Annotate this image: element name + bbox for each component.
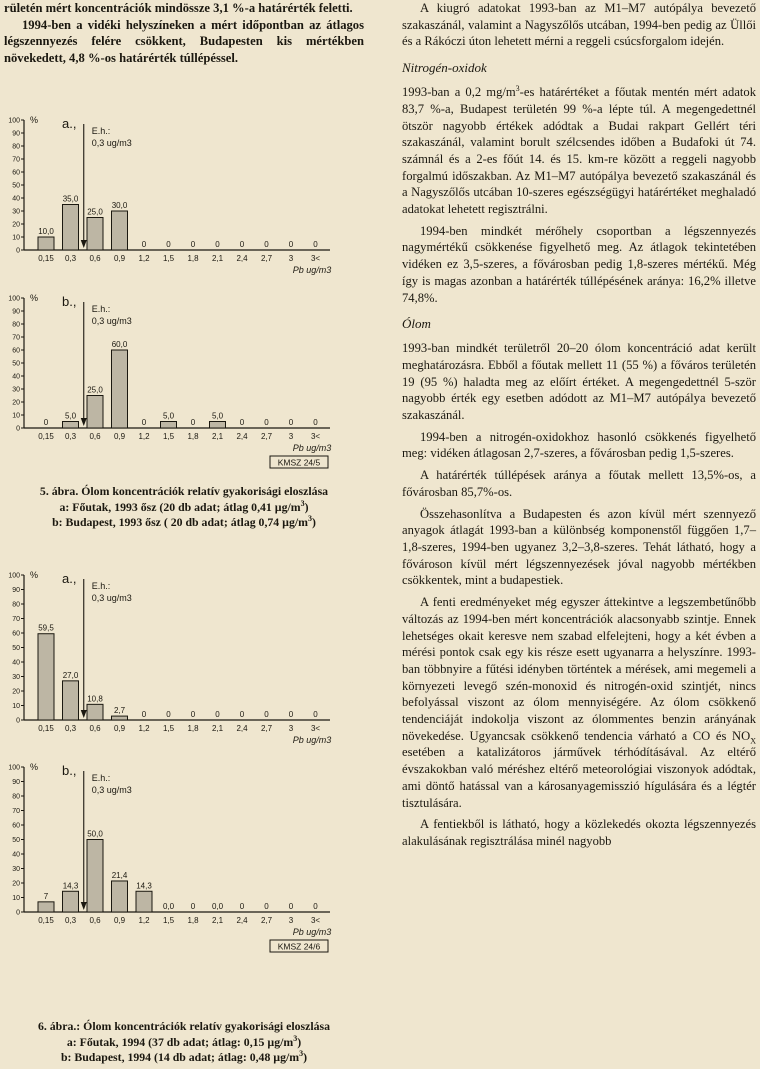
bar <box>38 634 54 720</box>
x-tick-label: 3 <box>288 432 294 441</box>
bar-value-label: 21,4 <box>111 870 128 880</box>
figure-5b-svg <box>4 288 364 478</box>
right-column <box>402 0 756 850</box>
x-tick-label: 1,2 <box>138 432 150 441</box>
right-paragraph-1: A kiugró adatokat 1993-ban az M1–M7 autópálya bevezető szakaszánál, valamint a Nagyszőlős utcában, 1994-ben pedig az Üllői és a Rákóczi úton lehetett mérni a reggeli csúcsforgalom idején. <box>402 1 756 49</box>
bar-value-label: 0 <box>239 710 245 719</box>
bar-value-label: 0 <box>190 240 196 249</box>
limit-arrow-head <box>81 240 87 248</box>
limit-annotation: E.h.: <box>91 126 111 136</box>
y-tick-label: 90 <box>12 308 20 316</box>
y-tick-label: 20 <box>12 880 20 888</box>
bar-value-label: 0 <box>141 710 147 719</box>
bar <box>38 237 54 250</box>
panel-label: b., <box>62 763 77 778</box>
bar-value-label: 0 <box>166 710 171 719</box>
y-tick-label: 90 <box>12 130 20 138</box>
bar <box>136 891 152 912</box>
y-tick-label: 60 <box>12 169 20 177</box>
x-tick-label: 2,4 <box>236 916 248 925</box>
x-tick-label: 2,4 <box>236 724 248 733</box>
bar-value-label: 0 <box>313 418 318 427</box>
y-tick-label: 70 <box>12 616 20 623</box>
right-paragraph-2: 1993-ban a 0,2 $mg/m^3-es$ határértéket a főutak mentén mért adatok 83,7 %-a, Budapest területén 99 %-a lépte túl. A megengedettnél ötször nagyobb értékek adódtak a Budai rakpart Gellért téri szakaszánál, valamint borult szélcsendes időben a Budafoki út 74. számnál és a 2-es főút 14. és 15. km-re között a reggeli nagyobb forgalmú időszakban. Az M1–M7 autópálya bevezető szakaszánál és a Nagyszőlős utcában 10-szeres egészségügyi határértéket meghaladó adatokat lehetett regisztrálni. <box>402 83 757 217</box>
bar <box>112 881 128 912</box>
y-axis-unit: % <box>30 293 39 303</box>
x-tick-label: 1,8 <box>187 432 199 441</box>
bar-value-label: 0,0 <box>211 902 224 911</box>
bar-value-label: 0 <box>288 710 294 719</box>
figure-6-caption <box>4 1019 364 1066</box>
figure-5-caption <box>4 484 364 531</box>
heading-nitrogen-oxides: Nitrogén-oxidok <box>402 60 487 76</box>
bar-value-label: 0 <box>166 240 171 249</box>
y-tick-label: 10 <box>12 234 20 242</box>
bar-value-label: 0 <box>141 240 147 249</box>
figure-5-caption-b: b: Budapest, 1993 ősz ( 20 db adat; átlag 0,74 $\mu g/m^3$) <box>52 514 316 529</box>
bar-value-label: 25,0 <box>87 207 103 217</box>
y-tick-label: 0 <box>16 909 20 917</box>
bar-value-label: 0 <box>313 710 318 719</box>
figure-5-caption-a: a: Főutak, 1993 ősz (20 db adat; átlag 0,41 $\mu g/m^3$) <box>59 498 309 514</box>
y-axis-unit: % <box>30 570 39 580</box>
figure-6b-svg <box>4 757 364 1017</box>
x-tick-label: 0,15 <box>38 916 54 925</box>
bar-value-label: 14,3 <box>136 881 152 891</box>
figure-stamp: KMSZ 24/6 <box>277 941 321 952</box>
figure-5-caption-title: 5. ábra. Ólom koncentrációk relatív gyakorisági eloszlása <box>39 484 329 498</box>
x-tick-label: 0,9 <box>113 724 126 733</box>
x-tick-label: 1,5 <box>162 254 175 263</box>
bar-value-label: 0 <box>141 418 147 427</box>
bar-value-label: 50,0 <box>87 829 103 839</box>
right-paragraph-7: Összehasonlítva a Budapesten és azon kívül mért szennyező anyagok átlagát 1993-ban a különbség komponenstől függően 1,7–1,8-szeres, 1994-ben ugyanez 3,2–3,8-szeres. Tehát látható, hogy a fővároson kívül mért légszennyezések jóval nagyobb mértékben csökkentek, mint a budapestiek. <box>402 506 756 588</box>
bar-value-label: 14,3 <box>62 881 79 891</box>
right-paragraph-5: 1994-ben a nitrogén-oxidokhoz hasonló csökkenés figyelhető meg: vidéken átlagosan 2,7-szeres, a fővárosban pedig 1,5-szeres. <box>402 429 756 461</box>
x-tick-label: 0,6 <box>89 724 101 733</box>
x-tick-label: 0,9 <box>113 432 126 441</box>
x-tick-label: 2,1 <box>211 916 224 925</box>
bar-value-label: 0 <box>313 240 318 249</box>
figure-6-caption-b: b: Budapest, 1994 (14 db adat; átlag: 0,48 $\mu g/m^3$) <box>60 1049 308 1064</box>
y-tick-label: 10 <box>12 703 20 710</box>
bar <box>87 218 103 251</box>
x-tick-label: 0,9 <box>113 916 126 925</box>
figure-stamp: KMSZ 24/5 <box>277 457 321 468</box>
bar-value-label: 0 <box>43 418 49 427</box>
y-tick-label: 100 <box>8 572 20 580</box>
bar-value-label: 5,0 <box>162 411 175 421</box>
right-paragraph-8: A fenti eredményeket még egyszer áttekintve a legszembetűnőbb változás az 1994-ben mért koncentrációk alacsonyabb szintje. Ennek lehetséges okait keresve nem szabad elfelejteni, hogy a két évben a mérési pontok csak egy kis része esett ugyanarra a helyszínre. 1993-ban többnyire a fűtési idényben történtek a mérések, ami megemeli a környezeti levegő szén-monoxid és nitrogén-oxid szintjét, nincs befolyással viszont az ólom mennyiségére. Az ólom csökkenő tendenciáját indokolja viszont az ólommentes benzin arányának növekedése. Ugyancsak csökkenő tendencia várható a CO és $NO_X$ esetében a katalizátoros járművek térhódításával. Az eltérő évszakokban való méréshez eltérő meteorológiai viszonyok adódtak, ami döntő hatással van a károsanyagemisszió hígulására és a légtér tisztulására. <box>402 595 756 810</box>
limit-annotation: 0,3 ug/m3 <box>91 593 132 603</box>
x-tick-label: 2,1 <box>211 254 224 263</box>
limit-annotation: E.h.: <box>91 581 111 591</box>
bar-value-label: 0 <box>288 902 294 911</box>
y-tick-label: 100 <box>8 295 20 303</box>
bar <box>87 840 103 913</box>
limit-annotation: 0,3 ug/m3 <box>91 316 132 326</box>
y-tick-label: 50 <box>12 360 20 368</box>
y-tick-label: 70 <box>12 808 20 815</box>
y-axis-unit: % <box>30 115 39 125</box>
panel-label: a., <box>62 571 77 586</box>
bar <box>112 716 128 720</box>
y-tick-label: 0 <box>16 425 20 433</box>
x-tick-label: 1,5 <box>162 432 175 441</box>
x-axis-label: Pb ug/m3 <box>292 443 332 453</box>
right-paragraph-9: A fentiekből is látható, hogy a közlekedés okozta légszennyezés alakulásának regisztrálása minél nagyobb <box>402 817 756 848</box>
y-tick-label: 50 <box>12 182 20 190</box>
x-tick-label: 3< <box>310 254 321 263</box>
bar-value-label: 30,0 <box>111 201 128 210</box>
limit-annotation: 0,3 ug/m3 <box>91 785 132 795</box>
y-tick-label: 0 <box>16 247 20 255</box>
bar-value-label: 0 <box>288 240 294 249</box>
panel-label: b., <box>62 294 77 309</box>
bar-value-label: 0 <box>264 902 269 911</box>
x-tick-label: 2,4 <box>236 432 248 441</box>
x-tick-label: 0,3 <box>64 432 77 441</box>
x-tick-label: 1,2 <box>138 724 150 733</box>
bar-value-label: 0 <box>264 418 269 427</box>
y-tick-label: 60 <box>12 630 20 638</box>
x-tick-label: 0,6 <box>89 254 101 263</box>
bar-value-label: 0 <box>313 902 318 911</box>
bar-value-label: 10,0 <box>38 227 54 236</box>
limit-arrow-head <box>81 710 87 718</box>
x-tick-label: 1,8 <box>187 916 199 925</box>
y-tick-label: 50 <box>12 837 20 844</box>
limit-arrow-head <box>81 418 87 426</box>
bar-value-label: 7 <box>43 891 49 901</box>
x-tick-label: 1,5 <box>162 724 175 733</box>
bar <box>38 902 54 912</box>
x-tick-label: 0,3 <box>64 916 77 925</box>
panel-label: a., <box>62 116 77 131</box>
bar-value-label: 5,0 <box>211 411 224 421</box>
bar <box>210 422 226 429</box>
y-tick-label: 40 <box>12 373 20 381</box>
bar-value-label: 27,0 <box>62 670 79 680</box>
limit-arrow-head <box>81 902 87 910</box>
right-paragraph-6: A határérték túllépések aránya a főutak mellett 13,5%-os, a fővárosban 85,7%-os. <box>402 468 756 499</box>
x-tick-label: 0,3 <box>64 254 77 263</box>
x-tick-label: 1,8 <box>187 254 199 263</box>
y-tick-label: 50 <box>12 645 20 652</box>
y-tick-label: 0 <box>16 717 20 725</box>
bar-value-label: 0 <box>288 418 294 427</box>
y-tick-label: 70 <box>12 156 20 164</box>
y-tick-label: 30 <box>12 386 20 394</box>
y-tick-label: 40 <box>12 195 20 203</box>
x-tick-label: 2,1 <box>211 724 224 733</box>
x-tick-label: 3 <box>288 724 294 733</box>
bar-value-label: 25,0 <box>87 385 103 395</box>
x-tick-label: 0,15 <box>38 432 54 441</box>
bar-value-label: 0 <box>215 240 220 249</box>
figure-5a-svg <box>4 110 364 285</box>
y-tick-label: 70 <box>12 334 20 342</box>
y-tick-label: 40 <box>12 659 20 667</box>
limit-annotation: 0,3 ug/m3 <box>91 138 132 148</box>
x-tick-label: 0,15 <box>38 254 54 263</box>
figure-6a-chart <box>4 565 364 755</box>
x-axis-label: Pb ug/m3 <box>292 735 332 745</box>
x-tick-label: 0,15 <box>38 724 54 733</box>
bar-value-label: 0 <box>264 710 269 719</box>
bar-value-label: 0 <box>190 418 196 427</box>
bar-value-label: 0 <box>239 418 245 427</box>
bar <box>112 350 128 428</box>
y-tick-label: 10 <box>12 412 20 420</box>
limit-annotation: E.h.: <box>91 773 111 783</box>
figure-6-caption-a: a: Főutak, 1994 (37 db adat; átlag: 0,15 $\mu g/m^3$) <box>66 1033 302 1049</box>
bar <box>63 891 79 912</box>
x-tick-label: 1,5 <box>162 916 175 925</box>
x-tick-label: 0,6 <box>89 916 101 925</box>
heading-lead: Ólom <box>402 316 431 332</box>
bar <box>63 681 79 720</box>
bar-value-label: 2,7 <box>113 706 126 716</box>
bar-value-label: 0,0 <box>162 902 175 911</box>
figure-5a-chart <box>4 110 364 285</box>
bar-value-label: 0 <box>190 710 196 719</box>
y-tick-label: 80 <box>12 143 20 151</box>
x-tick-label: 3 <box>288 916 294 925</box>
x-tick-label: 0,6 <box>89 432 101 441</box>
x-tick-label: 3< <box>310 724 321 733</box>
x-tick-label: 1,8 <box>187 724 199 733</box>
figure-6-caption-title: 6. ábra.: Ólom koncentrációk relatív gyakorisági eloszlása <box>37 1019 331 1033</box>
y-tick-label: 20 <box>12 688 20 696</box>
x-tick-label: 2,7 <box>260 254 273 263</box>
y-tick-label: 100 <box>8 764 20 772</box>
bar-value-label: 0 <box>239 902 245 911</box>
bar-value-label: 5,0 <box>64 411 77 421</box>
x-tick-label: 3 <box>288 254 294 263</box>
bar <box>161 422 177 429</box>
y-tick-label: 10 <box>12 895 20 902</box>
bar <box>63 422 79 429</box>
bar-value-label: 35,0 <box>62 194 79 204</box>
bar-value-label: 0 <box>215 710 220 719</box>
left-paragraph-2: 1994-ben a vidéki helyszíneken a mért időpontban az átlagos légszennyezés felére csökkent, Budapesten kis mértékben növekedett, 4,8 %-os határérték túllépéssel. <box>4 17 364 66</box>
bar-value-label: 60,0 <box>111 340 128 349</box>
y-tick-label: 90 <box>12 587 20 594</box>
figure-6a-svg <box>4 565 364 755</box>
bar-value-label: 59,5 <box>38 623 54 633</box>
limit-annotation: E.h.: <box>91 304 111 314</box>
bar <box>87 396 103 429</box>
x-tick-label: 2,4 <box>236 254 248 263</box>
bar-value-label: 10,8 <box>87 694 103 704</box>
y-tick-label: 60 <box>12 822 20 830</box>
right-paragraph-3: 1994-ben mindkét mérőhely csoportban a légszennyezés nagymértékű csökkenése figyelhető meg. Az átlagok tekintetében vidéken ez 3,5-szeres, a fővárosban pedig 1,8-szeres mértékű. Még így is magas azonban a határérték túllépésének aránya: 16,2% illetve 74,8%. <box>402 223 756 305</box>
x-tick-label: 2,7 <box>260 432 273 441</box>
y-tick-label: 80 <box>12 601 20 609</box>
x-tick-label: 0,9 <box>113 254 126 263</box>
y-tick-label: 40 <box>12 851 20 859</box>
bar-value-label: 0 <box>190 902 196 911</box>
bar <box>63 205 79 251</box>
y-tick-label: 80 <box>12 793 20 801</box>
y-tick-label: 30 <box>12 674 20 681</box>
bar <box>112 211 128 250</box>
figure-6b-chart <box>4 757 364 1017</box>
x-axis-label: Pb ug/m3 <box>292 265 332 275</box>
y-tick-label: 80 <box>12 321 20 329</box>
y-tick-label: 30 <box>12 866 20 873</box>
y-tick-label: 30 <box>12 208 20 216</box>
right-paragraph-4: 1993-ban mindkét területről 20–20 ólom koncentráció adat került meghatározásra. Ebből a főutak mellett 11 (55 %) a főváros területén 19 (95 %) haladta meg az előírt értéket. A megengedettnél 5-ször nagyobb érték egy esetben adódott az M1–M7 autópálya bevezető szakaszánál. <box>402 341 756 423</box>
x-tick-label: 2,7 <box>260 724 273 733</box>
y-axis-unit: % <box>30 762 39 772</box>
y-tick-label: 20 <box>12 221 20 229</box>
x-axis-label: Pb ug/m3 <box>292 927 332 937</box>
bar-value-label: 0 <box>264 240 269 249</box>
left-paragraph-1: rületén mért koncentrációk mindössze 3,1 %-a határérték feletti. <box>4 1 353 15</box>
x-tick-label: 3< <box>310 432 321 441</box>
x-tick-label: 1,2 <box>138 916 150 925</box>
x-tick-label: 1,2 <box>138 254 150 263</box>
bar-value-label: 0 <box>239 240 245 249</box>
figure-5b-chart <box>4 288 364 478</box>
y-tick-label: 20 <box>12 399 20 407</box>
x-tick-label: 3< <box>310 916 321 925</box>
x-tick-label: 0,3 <box>64 724 77 733</box>
bar <box>87 704 103 720</box>
x-tick-label: 2,7 <box>260 916 273 925</box>
x-tick-label: 2,1 <box>211 432 224 441</box>
y-tick-label: 100 <box>8 117 20 125</box>
y-tick-label: 60 <box>12 347 20 355</box>
y-tick-label: 90 <box>12 779 20 786</box>
